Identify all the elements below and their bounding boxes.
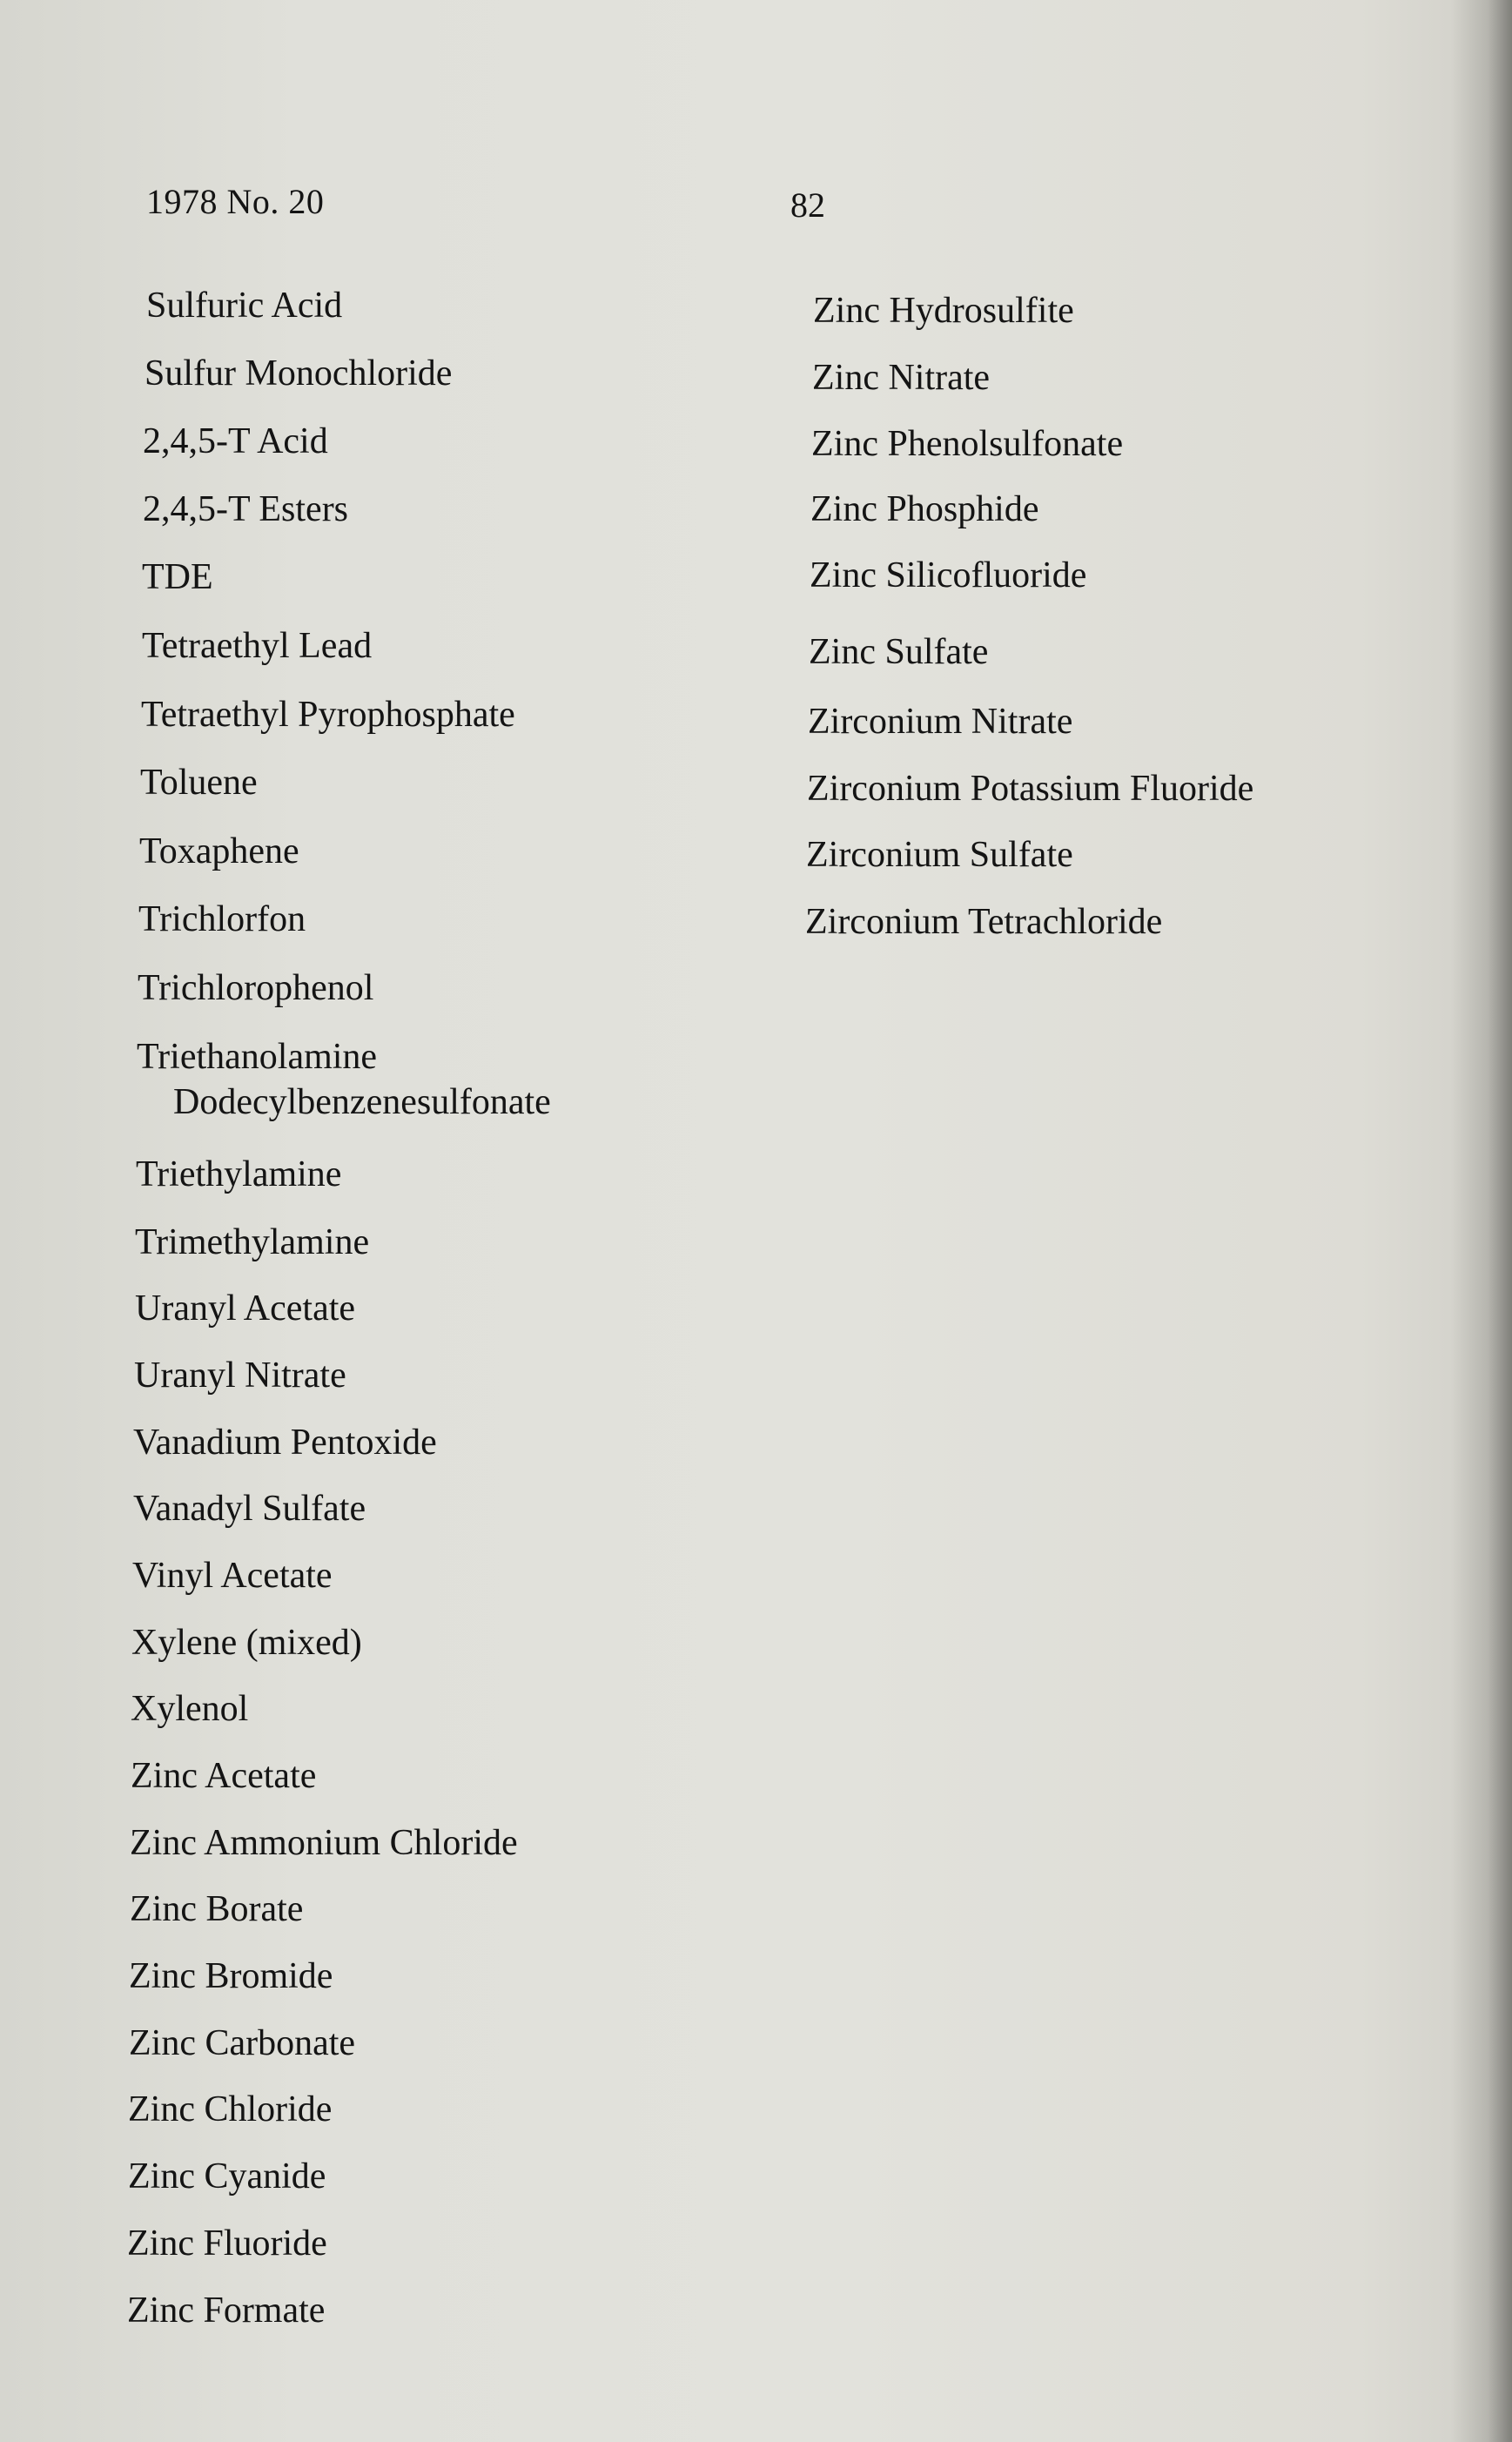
list-item: Zinc Fluoride: [127, 2223, 327, 2264]
list-item: Vinyl Acetate: [132, 1556, 333, 1596]
list-item: Sulfur Monochloride: [144, 353, 453, 394]
list-item: Sulfuric Acid: [146, 286, 343, 326]
list-item: Zirconium Sulfate: [806, 835, 1073, 875]
list-item: Zinc Borate: [130, 1889, 304, 1929]
list-item: 2,4,5-T Acid: [143, 421, 328, 461]
list-item: Toxaphene: [139, 831, 299, 871]
list-item: Zinc Phenolsulfonate: [811, 424, 1124, 464]
list-item: Zinc Silicofluoride: [810, 555, 1087, 595]
list-item: Vanadyl Sulfate: [133, 1489, 366, 1529]
list-item: Trichlorophenol: [138, 968, 374, 1008]
list-item: Zirconium Potassium Fluoride: [807, 769, 1254, 809]
list-item: 2,4,5-T Esters: [143, 489, 349, 529]
list-item: Trimethylamine: [135, 1222, 370, 1262]
list-item: Tetraethyl Lead: [142, 626, 373, 666]
list-item: Zinc Ammonium Chloride: [130, 1823, 518, 1863]
gazette-year-number: 1978 No. 20: [146, 182, 325, 221]
list-item-label: Triethanolamine: [137, 1037, 378, 1077]
list-item: Zirconium Nitrate: [808, 702, 1073, 742]
list-item: Zinc Nitrate: [812, 358, 991, 398]
list-item: Zinc Cyanide: [128, 2156, 326, 2196]
list-item: Uranyl Nitrate: [134, 1356, 346, 1396]
list-item: Uranyl Acetate: [135, 1288, 356, 1329]
list-item: Toluene: [140, 763, 258, 803]
list-item: Zinc Hydrosulfite: [813, 291, 1074, 331]
list-item: Zinc Phosphide: [810, 489, 1039, 529]
list-item: Xylene (mixed): [131, 1623, 362, 1663]
list-item: Zirconium Tetrachloride: [805, 902, 1163, 942]
list-item: Triethylamine: [136, 1154, 342, 1194]
list-item: Xylenol: [131, 1689, 249, 1729]
list-item: Zinc Acetate: [131, 1756, 317, 1796]
list-item: Tetraethyl Pyrophosphate: [141, 695, 515, 735]
list-item: Zinc Carbonate: [129, 2023, 356, 2063]
page-number: 82: [790, 185, 825, 225]
binding-shadow: [1451, 0, 1512, 2442]
list-item: Vanadium Pentoxide: [133, 1423, 437, 1463]
list-item: Trichlorfon: [138, 899, 306, 939]
list-item: TDE: [142, 557, 213, 597]
list-item: Zinc Sulfate: [809, 632, 989, 672]
list-item: Zinc Chloride: [128, 2089, 333, 2129]
list-item: Zinc Formate: [127, 2291, 326, 2331]
list-item: [137, 1039, 551, 1120]
list-item-continuation: Dodecylbenzenesulfonate: [173, 1082, 551, 1122]
list-item: Zinc Bromide: [129, 1956, 333, 1996]
